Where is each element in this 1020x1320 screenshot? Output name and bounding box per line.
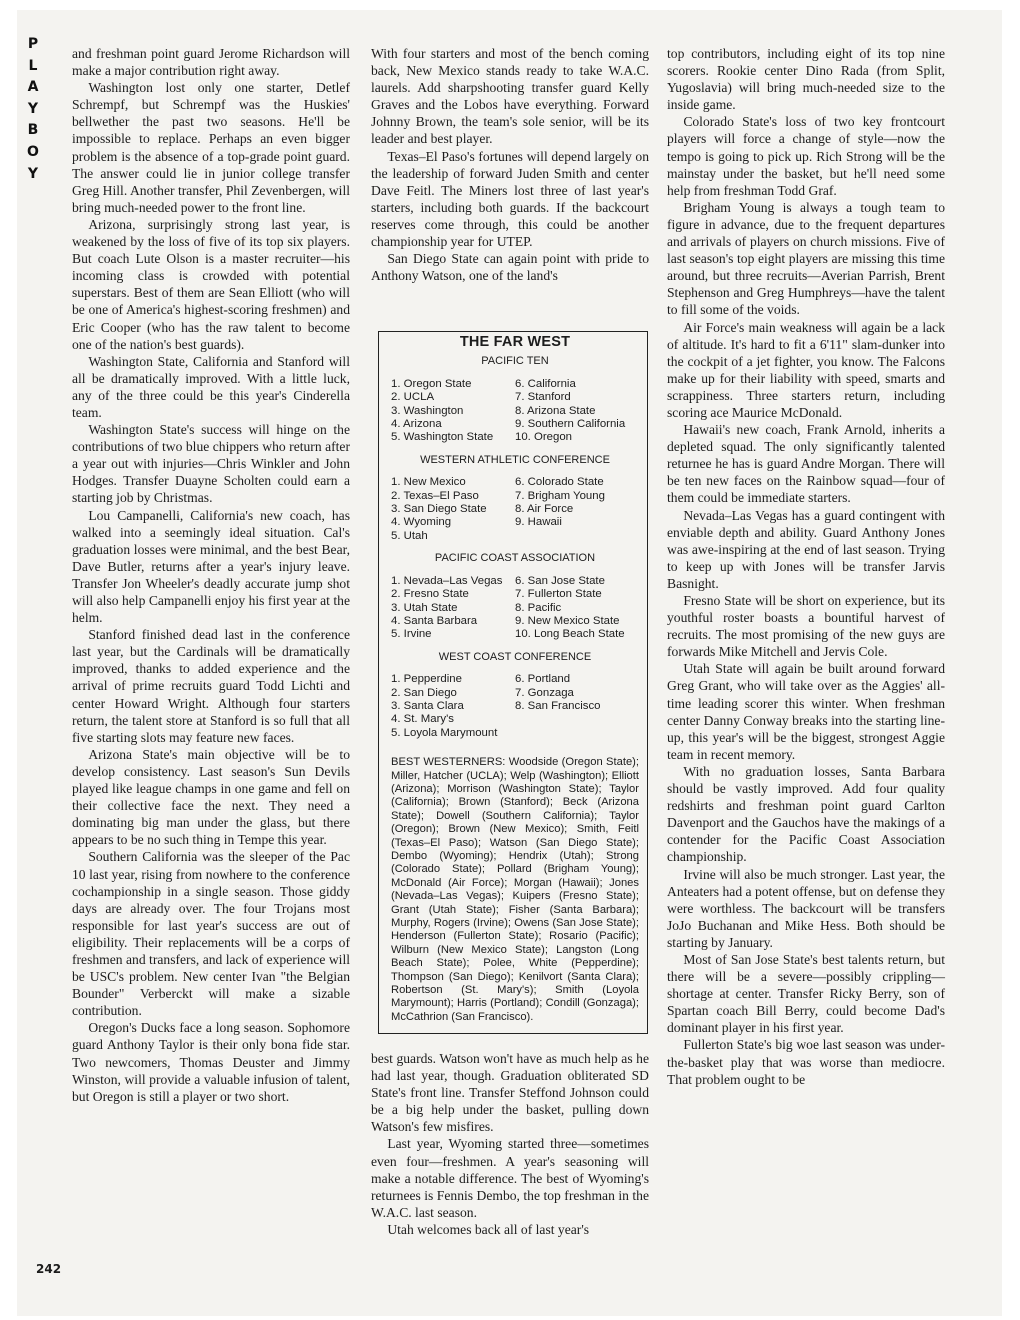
box-title: THE FAR WEST: [459, 334, 571, 350]
paragraph: Washington lost only one starter, Detlef Schrempf, but Schrempf was the Huskies' bellwether the past two seasons. He'll be impossible to replace. Perhaps an even bigger problem is the absence of a top-grade point guard. The answer could lie in junior college transfer Greg Hill. Another transfer, Phil Zevenbergen, will bring much-needed power to the front line.: [72, 80, 350, 215]
paragraph: Most of San Jose State's best talents return, but there will be a severe—possibly crippling—shortage at center. Transfer Ricky Berry, son of Spartan coach Bill Berry, could become Dad's dominant player in his first year.: [667, 951, 945, 1036]
paragraph: best guards. Watson won't have as much help as he had last year, though. Graduation obliterated SD State's front line. Transfer Steffond Johnson could be a big help under the basket, pulling down Watson's few misfires.: [371, 1051, 649, 1135]
team-rank: 5. Irvine: [391, 628, 432, 641]
conference-heading: PACIFIC TEN: [481, 355, 549, 368]
paragraph: Washington State's success will hinge on the contributions of two blue chippers who return after a year out with injuries—Chris Winkler and John Hodges. Transfer Duayne Scholten could earn a starting job by Christmas.: [72, 422, 350, 506]
team-rank: 1. Nevada–Las Vegas: [391, 574, 503, 587]
team-rank: 6. Portland: [515, 673, 571, 686]
magazine-sidebar-label: [18, 34, 48, 185]
team-rank: 7. Gonzaga: [515, 686, 574, 699]
paragraph: Oregon's Ducks face a long season. Sophomore guard Anthony Taylor is their only bona fide star. Two newcomers, Thomas Deuster and Jimmy Winston, will provide a valuable infusion of talent, but Oregon is still a player or two short.: [72, 1020, 350, 1104]
paragraph: With four starters and most of the bench coming back, New Mexico stands ready to take W.A.C. laurels. Add sharpshooting transfer guard Kelly Graves and the Lobos have everything. Forward Johnny Brown, the team's sole senior, will be its leader and best player.: [371, 46, 649, 147]
paragraph: Arizona, surprisingly strong last year, is weakened by the loss of five of its top six players. But coach Lute Olson is a master recruiter—his incoming class is crowded with potential superstars. Best of them are Sean Elliott (who will be one of America's highest-scoring freshmen) and Eric Cooper (who has the raw talent to become one of the nation's best guards).: [72, 216, 350, 352]
team-rank: 2. UCLA: [391, 391, 435, 404]
paragraph: Brigham Young is always a tough team to figure in advance, due to the frequent departures and arrivals of players on church missions. Five of last season's top eight players are missing this time around, but three recruits—Averian Parrish, Brent Stephenson and Greg Humphreys—have the talent to fill some of the voids.: [667, 199, 945, 318]
team-rank: 4. Wyoming: [391, 516, 452, 529]
paragraph: Hawaii's new coach, Frank Arnold, inherits a depleted squad. The only significantly talented returnee he has is guard Andre Morgan. There will be ten new faces on the Rainbow squad—four of them could be immediate starters.: [667, 422, 945, 506]
magazine-letter: L: [28, 57, 38, 74]
team-rank: 1. Oregon State: [391, 377, 472, 390]
paragraph: Fullerton State's big woe last season was under-the-basket play that was worse than mediocre. That problem ought to be: [667, 1037, 945, 1087]
team-rank: 3. Santa Clara: [391, 699, 464, 712]
team-rank: 1. Pepperdine: [391, 673, 462, 686]
paragraph: Arizona State's main objective will be to develop consistency. Last season's Sun Devils played like league champs in one game and fell on their collective face the next. They need a dominating big man under the glass, but there appears to be no such thing in Tempe this year.: [72, 746, 350, 848]
team-rank: 10. Oregon: [515, 431, 572, 444]
team-rank: 6. Colorado State: [515, 476, 604, 489]
team-rank: 5. Washington State: [391, 431, 494, 444]
team-rank: 2. Fresno State: [391, 588, 469, 601]
team-rank: 3. Utah State: [391, 601, 458, 614]
paragraph: Air Force's main weakness will again be a lack of altitude. It's hard to fit a 6'11" slam-dunker into the cockpit of a jet fighter, you know. The Falcons make up for their liability with speed, smarts and scrappiness. Three starters return, including scoring ace Maurice McDonald.: [667, 319, 945, 420]
far-west-rankings-box: [378, 331, 648, 1034]
paragraph: Lou Campanelli, California's new coach, has walked into a seemingly ideal situation. Cal's graduation losses were minimal, and the best Bear, Dave Butler, returns after a year's injury leave. Transfer Jon Wheeler's deadly accurate jump shot will also help Campanelli enjoy his first year at the helm.: [72, 507, 350, 626]
best-westerners-text: BEST WESTERNERS: Woodside (Oregon State); Miller, Hatcher (UCLA); Welp (Washington); Elliott (Arizona); Morrison (Washington State); Taylor (California); Brown (Stanford); Beck (Arizona State); Dowell (Southern California); Taylor (Oregon); Brown (New Mexico); Smith, Feitl (Texas–El Paso); Watson (San Diego State); Dembo (Wyoming); Hendrix (Utah); Strong (Colorado State); Pollard (Brigham Young); McDonald (Air Force); Morgan (Hawaii); Jones (Nevada–Las Vegas); Kuipers (Fresno State); Grant (Utah State); Fisher (Santa Barbara); Murphy, Rogers (Irvine); Owens (San Jose State); Henderson (Fullerton State); Rosario (Pacific); Wilburn (New Mexico State); Langston (Long Beach State); Polee, White (Pepperdine); Thompson (San Diego); Kenilvort (Santa Clara); Robertson (St. Mary's); Smith (Loyola Marymount); Harris (Portland); Condill (Gonzaga); McCathrion (San Francisco).: [391, 756, 639, 1023]
article-column-2: [371, 45, 649, 284]
conference-heading: PACIFIC COAST ASSOCIATION: [434, 552, 596, 565]
team-rank: 7. Fullerton State: [515, 588, 602, 601]
team-rank: 8. San Francisco: [515, 699, 601, 712]
team-rank: 6. San Jose State: [515, 574, 605, 587]
conference-heading: WEST COAST CONFERENCE: [438, 650, 592, 663]
conference-standings: [391, 673, 639, 740]
conference-list: [391, 355, 639, 740]
team-rank: 9. Hawaii: [515, 516, 562, 529]
team-rank: 8. Pacific: [515, 601, 562, 614]
paragraph: Nevada–Las Vegas has a guard contingent with enviable depth and ability. Guard Anthony Jones was awe-inspiring at the end of last season. Trying to keep up with Jones will be transfer Jarvis Basnight.: [667, 507, 945, 591]
paragraph: Southern California was the sleeper of the Pac 10 last year, rising from nowhere to the conference cochampionship in a single season. Those giddy days are already over. The four Trojans most responsible for last year's success are out of eligibility. Their replacements will be a corps of freshmen and transfers, and lack of experience will be USC's problem. New center Ivan "the Belgian Bounder" Verberckt will make a sizable contribution.: [72, 849, 350, 1019]
conference-standings: [391, 575, 639, 642]
page-number: 242: [36, 1262, 62, 1276]
article-column-1: [72, 45, 350, 1105]
conference-standings: [391, 378, 639, 445]
paragraph: top contributors, including eight of its top nine scorers. Rookie center Dino Rada (from Split, Yugoslavia) will bring much-needed size to the inside game.: [667, 46, 945, 113]
magazine-letter: B: [27, 122, 39, 139]
paragraph: Washington State, California and Stanford will all be dramatically improved. With a little luck, any of the three could be this year's Cinderella team.: [72, 353, 350, 420]
team-rank: 7. Stanford: [515, 391, 571, 404]
paragraph: and freshman point guard Jerome Richardson will make a major contribution right away.: [72, 46, 350, 79]
team-rank: 3. Washington: [391, 404, 464, 417]
paragraph: Texas–El Paso's fortunes will depend largely on the leadership of forward Juden Smith and center Dave Feitl. The Miners lost three of last year's starters, including both guards. If the backcourt reserves come through, this could be another championship year for UTEP.: [371, 148, 649, 250]
team-rank: 4. St. Mary's: [391, 713, 454, 726]
team-rank: 4. Santa Barbara: [391, 614, 478, 627]
team-rank: 1. New Mexico: [391, 476, 466, 489]
article-column-3: [667, 45, 945, 1088]
paragraph: Colorado State's loss of two key frontcourt players will force a change of style—now the tempo is going to pick up. Rich Strong will be the mainstay under the basket, but he'll need some help from freshman Todd Graf.: [667, 114, 945, 198]
magazine-letter: Y: [27, 100, 39, 117]
paragraph: Stanford finished dead last in the conference last year, but the Cardinals will be dramatically improved, thanks to added experience and the arrival of prime recruits guard Todd Lichti and center Howard Wright. Although four starters return, the talent store at Stanford is so full that all five starting slots may feature new faces.: [72, 627, 350, 745]
paragraph: Fresno State will be short on experience, but its youthful roster boasts a bountiful harvest of recruits. The most promising of the new guys are forwards Mike Mitchell and Jervis Cole.: [667, 593, 945, 660]
magazine-letter: P: [27, 36, 39, 52]
team-rank: 4. Arizona: [391, 418, 442, 431]
team-rank: 7. Brigham Young: [515, 489, 605, 502]
team-rank: 2. San Diego: [391, 686, 457, 699]
paragraph: Utah State will again be built around forward Greg Grant, who will take over as the Aggies' all-time leading scorer this winter. When freshman center Danny Conway breaks into the starting line-up, this year's will be the biggest, strongest Aggie team in recent memory.: [667, 661, 945, 762]
paragraph: San Diego State can again point with pride to Anthony Watson, one of the land's: [371, 251, 649, 284]
team-rank: 9. Southern California: [515, 418, 626, 431]
team-rank: 8. Arizona State: [515, 404, 596, 417]
team-rank: 3. San Diego State: [391, 503, 487, 516]
paragraph: Irvine will also be much stronger. Last year, the Anteaters had a potent offense, but on defense they were worthless. The backcourt will be transfers JoJo Buchanan and Mike Hess. Both should be starting by January.: [667, 866, 945, 950]
magazine-letter: Y: [27, 165, 39, 182]
paragraph: Last year, Wyoming started three—sometimes even four—freshmen. A year's seasoning will make a notable difference. The best of Wyoming's returnees is Fennis Dembo, the top freshman in the W.A.C. last season.: [371, 1136, 649, 1220]
team-rank: 9. New Mexico State: [515, 614, 620, 627]
team-rank: 6. California: [515, 377, 576, 390]
team-rank: 5. Loyola Marymount: [391, 726, 498, 739]
magazine-letter: O: [27, 143, 39, 160]
team-rank: 2. Texas–El Paso: [391, 489, 479, 502]
article-column-2-continued: [371, 1050, 649, 1238]
team-rank: 8. Air Force: [515, 503, 574, 516]
team-rank: 5. Utah: [391, 529, 428, 542]
conference-standings: [391, 476, 639, 543]
conference-heading: WESTERN ATHLETIC CONFERENCE: [420, 453, 610, 466]
team-rank: 10. Long Beach State: [515, 628, 625, 641]
magazine-letter: A: [27, 79, 39, 96]
paragraph: With no graduation losses, Santa Barbara should be vastly improved. Add four quality redshirts and freshman point guard Carlton Davenport and the Gauchos have the makings of a contender for the Pacific Coast Association championship.: [667, 763, 945, 865]
paragraph: Utah welcomes back all of last year's: [387, 1221, 590, 1237]
